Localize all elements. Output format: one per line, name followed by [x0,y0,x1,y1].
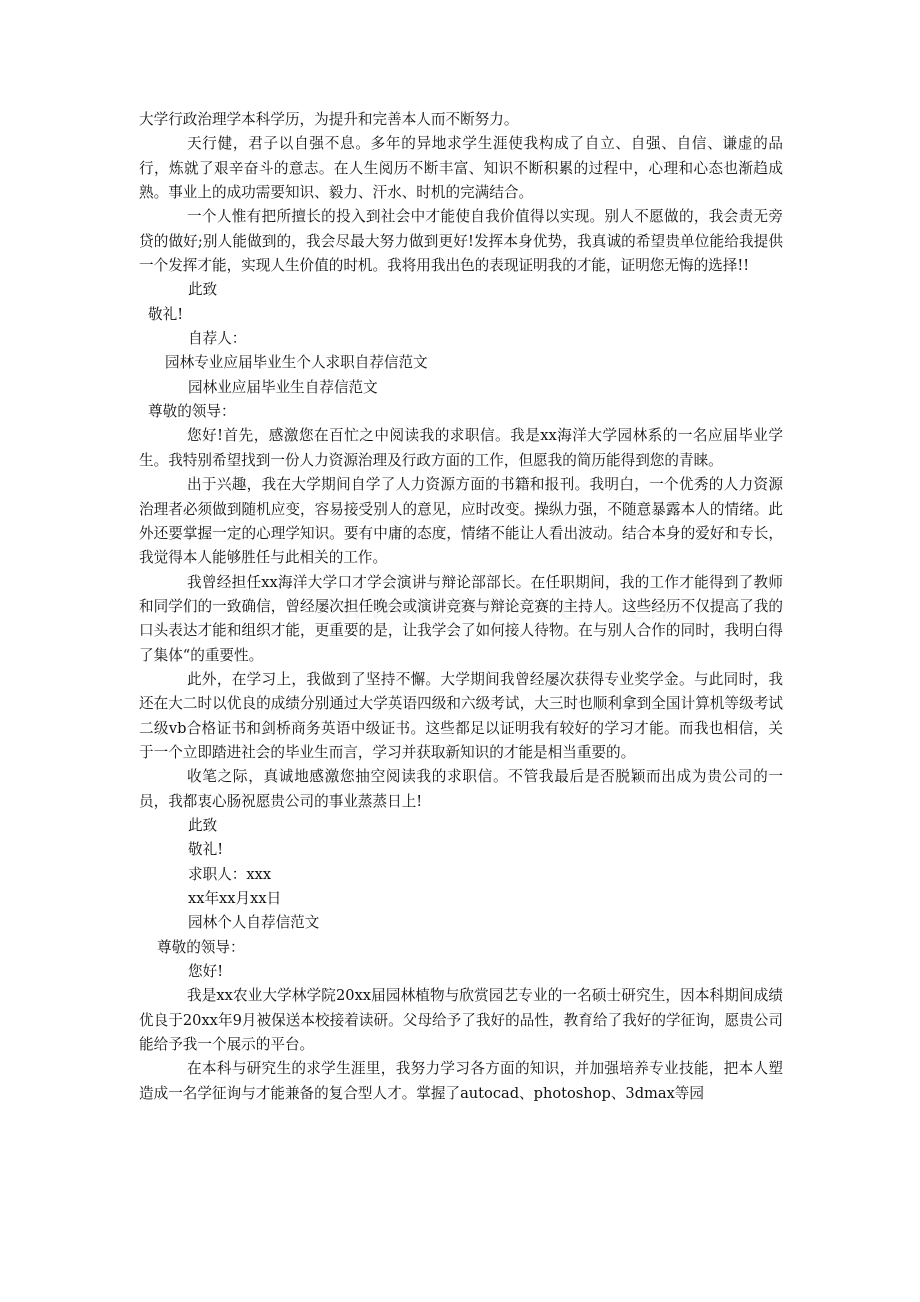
paragraph-self-value: 一个人惟有把所擅长的投入到社会中才能使自我价值得以实现。别人不愿做的，我会责无旁贷的做好;别人能做到的，我会尽最大努力做到更好!发挥本身优势，我真诚的希望贵单位能给我提供一个发挥才能，实现人生价值的时机。我将用我出色的表现证明我的才能，证明您无悔的选择!! [139,208,783,275]
paragraph-character: 天行健，君子以自强不息。多年的异地求学生涯使我构成了自立、自强、自信、谦虚的品行，炼就了艰辛奋斗的意志。在人生阅历不断丰富、知识不断积累的过程中，心理和心态也渐趋成熟。事业上的成功需要知识、毅力、汗水、时机的完满结合。 [139,135,783,202]
paragraph-closing: 收笔之际，真诚地感激您抽空阅读我的求职信。不管我最后是否脱颖而出成为贵公司的一员，我都衷心肠祝愿贵公司的事业蒸蒸日上! [139,768,783,810]
section-title-1: 园林专业应届毕业生个人求职自荐信范文 [165,354,428,372]
document-body [139,108,783,1106]
section-title-3: 园林个人自荐信范文 [188,914,320,932]
signature-date: xx年xx月xx日 [188,890,282,907]
greeting-1: 尊敬的领导： [148,403,236,421]
closing-cizhi: 此致 [188,281,218,299]
paragraph-education: 大学行政治理学本科学历，为提升和完善本人而不断努力。 [139,111,519,128]
paragraph-club: 我曾经担任xx海洋大学口才学会演讲与辩论部部长。在任职期间，我的工作才能得到了教师和同学们的一致确信，曾经屡次担任晚会或演讲竞赛与辩论竞赛的主持人。这些经历不仅提高了我的口头表达才能和组织才能，更重要的是，让我学会了如何接人待物。在与别人合作的同时，我明白得了集体“的重要性。 [139,573,783,664]
hello: 您好! [188,963,224,981]
closing-cizhi-2: 此致 [188,816,218,834]
closing-jingli-2: 敬礼! [188,841,224,859]
paragraph-interest: 出于兴趣，我在大学期间自学了人力资源方面的书籍和报刊。我明白，一个优秀的人力资源治理者必须做到随机应变，容易接受别人的意见，应时改变。操纵力强，不随意暴露本人的情绪。此外还要掌握一定的心理学知识。要有中庸的态度，情绪不能让人看出波动。结合本身的爱好和专长，我觉得本人能够胜任与此相关的工作。 [139,476,783,567]
paragraph-intro: 您好!首先，感激您在百忙之中阅读我的求职信。我是xx海洋大学园林系的一名应届毕业学生。我特别希望找到一份人力资源治理及行政方面的工作，但愿我的简历能得到您的青睐。 [139,427,783,469]
signature-label: 自荐人： [188,330,247,348]
paragraph-study: 此外，在学习上，我做到了坚持不懈。大学期间我曾经屡次获得专业奖学金。与此同时，我还在大二时以优良的成绩分别通过大学英语四级和六级考试，大三时也顺利拿到全国计算机等级考试二级vb合格证书和剑桥商务英语中级证书。这些都足以证明我有较好的学习才能。而我也相信，关于一个立即踏进社会的毕业生而言，学习并获取新知识的才能是相当重要的。 [139,670,783,761]
closing-jingli: 敬礼! [148,305,184,323]
paragraph-skills: 在本科与研究生的求学生涯里，我努力学习各方面的知识，并加强培养专业技能，把本人塑造成一名学征询与才能兼备的复合型人才。掌握了autocad、photoshop、3dmax等园 [139,1060,783,1102]
signature-applicant: 求职人：xxx [188,865,272,883]
paragraph-grad-student: 我是xx农业大学林学院20xx届园林植物与欣赏园艺专业的一名硕士研究生，因本科期间成绩优良于20xx年9月被保送本校接着读研。父母给予了我好的品性，教育给了我好的学征询，愿贵公司能给予我一个展示的平台。 [139,987,783,1054]
greeting-2: 尊敬的领导： [157,938,245,956]
section-title-2: 园林业应届毕业生自荐信范文 [188,378,378,396]
